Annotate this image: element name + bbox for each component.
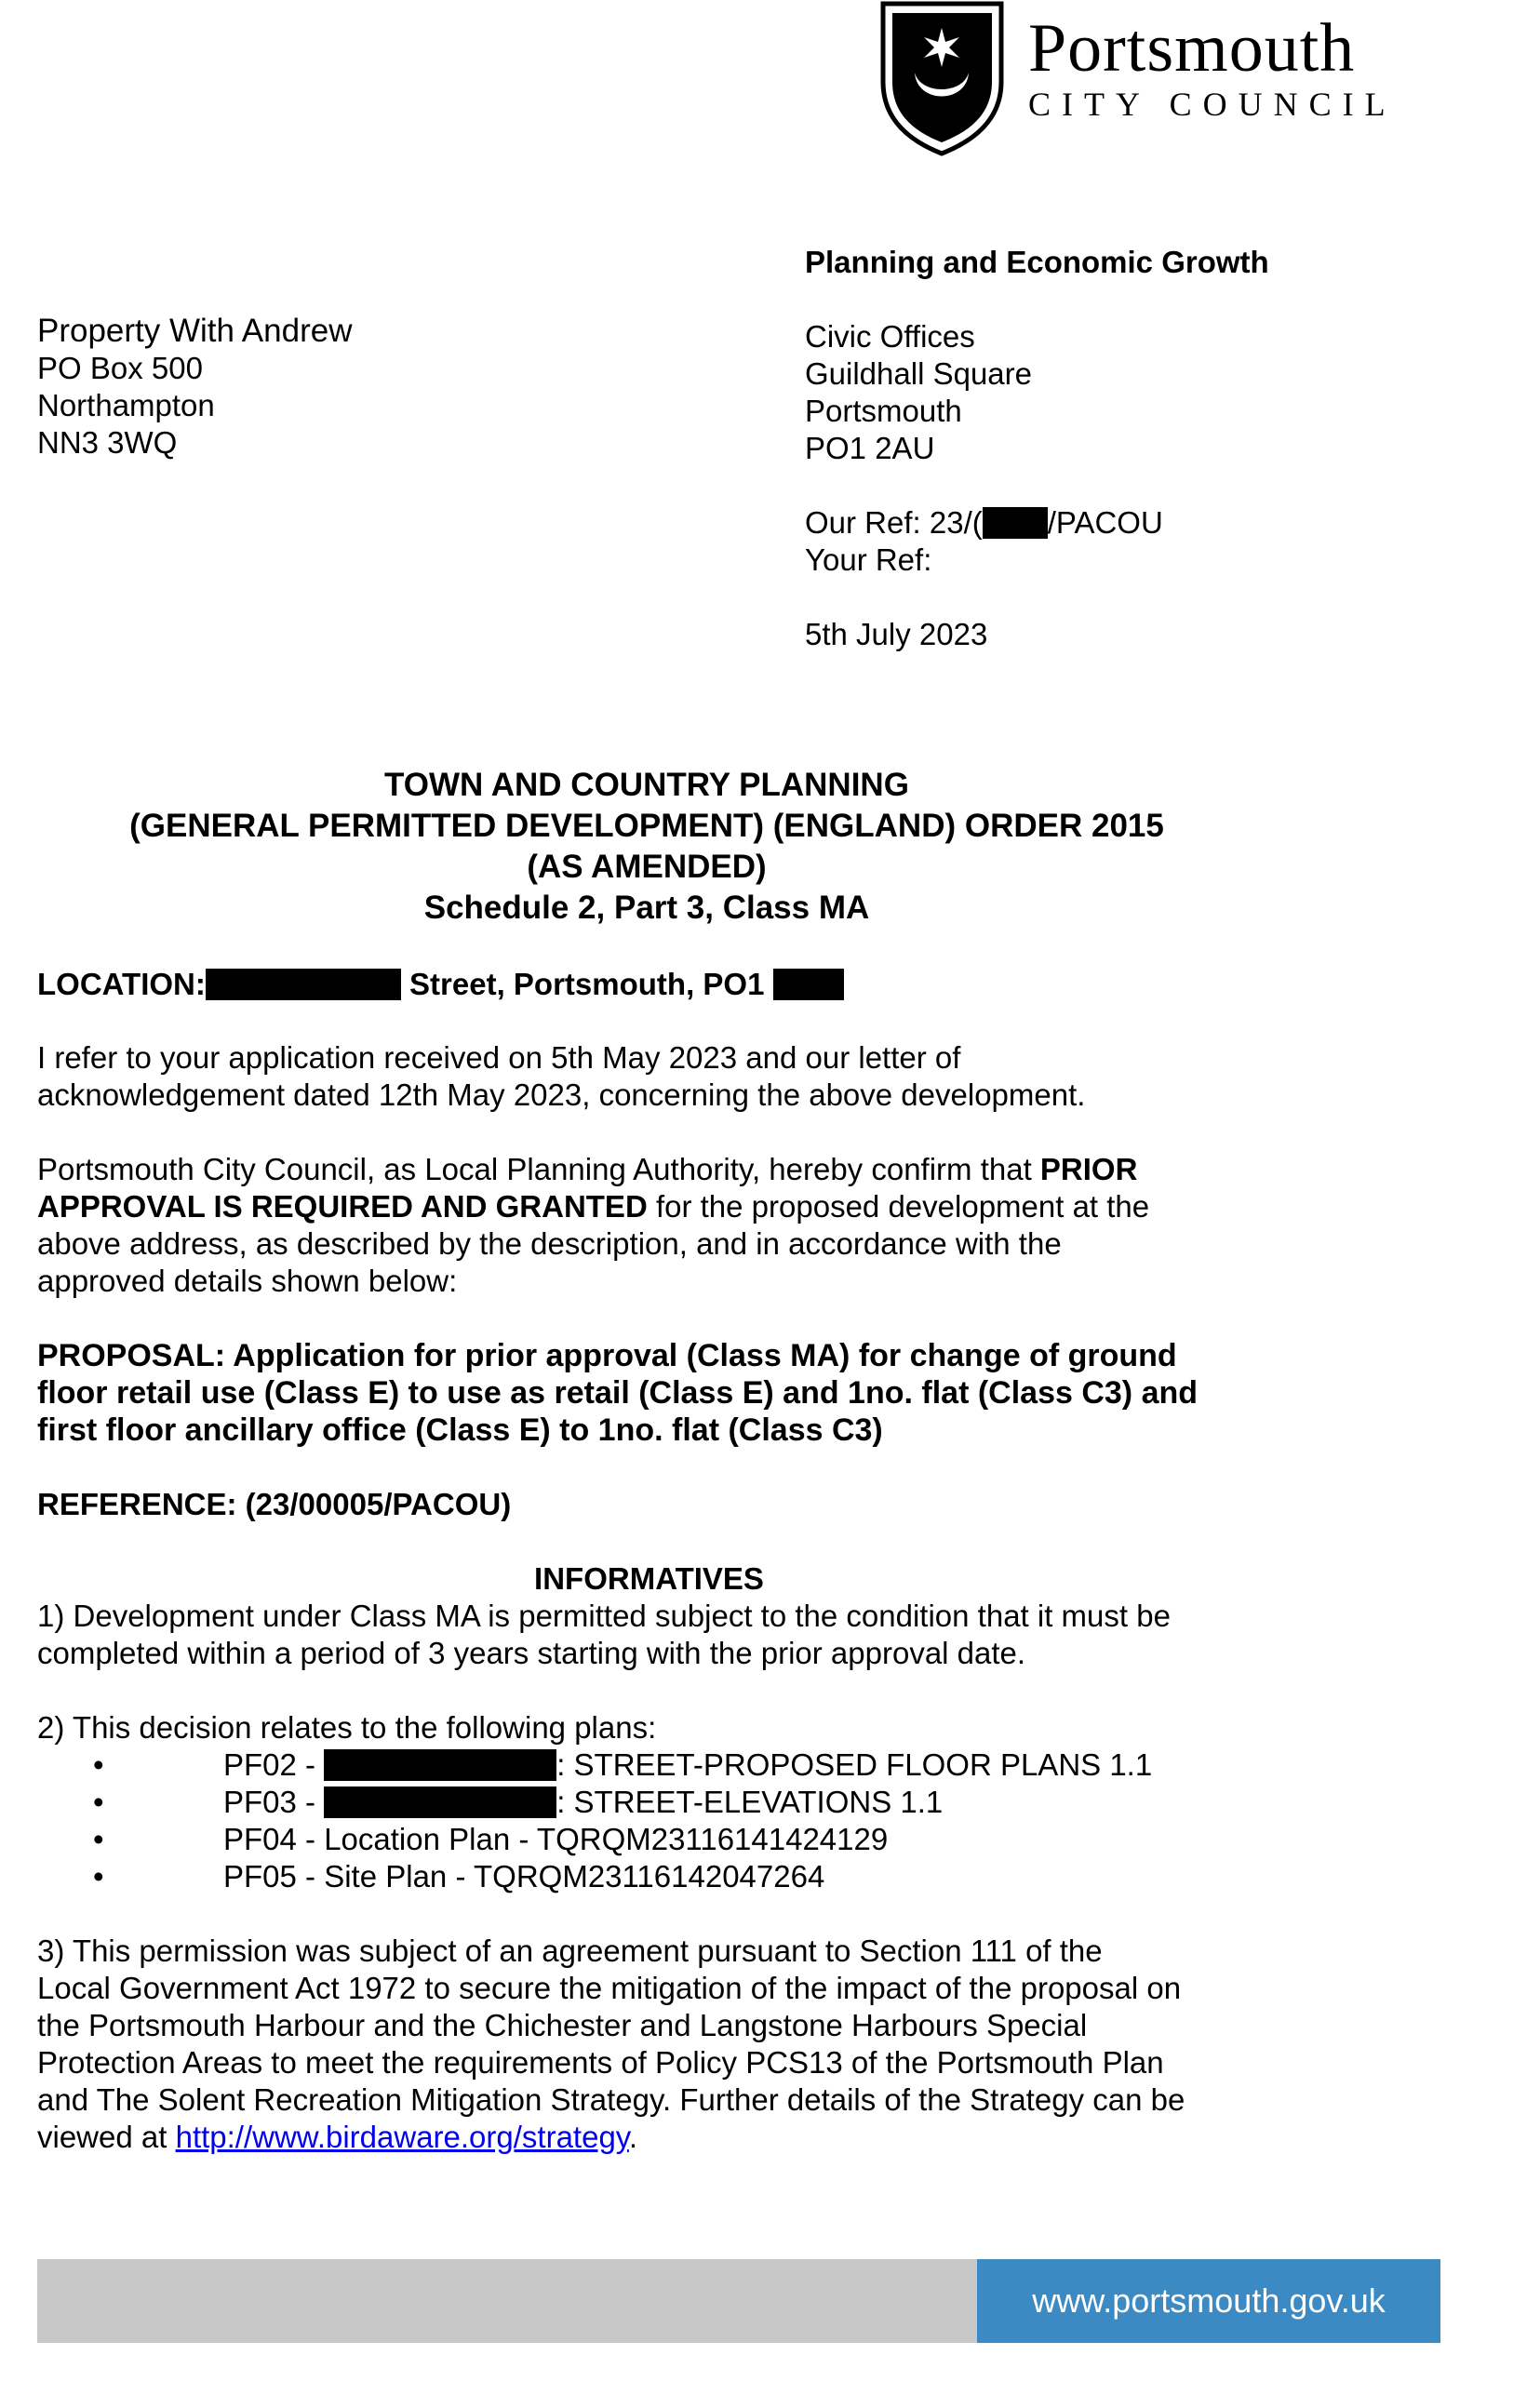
department-name: Planning and Economic Growth (805, 245, 1269, 279)
legislation-heading (0, 765, 1293, 929)
paragraph-line: above address, as described by the description, and in accordance with the (37, 1226, 1062, 1261)
plan-text: PF05 - Site Plan - TQRQM23116142047264 (223, 1859, 825, 1894)
location-line (37, 966, 844, 1003)
plan-suffix: : STREET-ELEVATIONS 1.1 (556, 1785, 944, 1819)
heading-line: Schedule 2, Part 3, Class MA (423, 890, 870, 926)
informative-line: 3) This permission was subject of an agreement pursuant to Section 111 of the (37, 1934, 1103, 1968)
paragraph-bold-text: PRIOR (1039, 1152, 1138, 1186)
logo-name: Portsmouth (1028, 10, 1356, 87)
addressee-line: Northampton (37, 388, 215, 422)
informative-line: completed within a period of 3 years starting with the prior approval date. (37, 1636, 1026, 1670)
informative-line: Protection Areas to meet the requirements of Policy PCS13 of the Portsmouth Plan (37, 2045, 1164, 2080)
sender-address-block (805, 318, 1032, 467)
redaction-box (324, 1786, 556, 1818)
informative-3 (37, 1933, 1185, 2156)
paragraph-text: Portsmouth City Council, as Local Planning Authority, hereby confirm that (37, 1152, 1040, 1186)
list-item (37, 1784, 1340, 1821)
addressee-line: NN3 3WQ (37, 425, 178, 460)
informative-line: and The Solent Recreation Mitigation Strategy. Further details of the Strategy can be (37, 2082, 1185, 2117)
paragraph-bold-text: APPROVAL IS REQUIRED AND GRANTED (37, 1189, 648, 1224)
addressee-line: PO Box 500 (37, 351, 203, 385)
paragraph-line: I refer to your application received on 5th May 2023 and our letter of (37, 1040, 961, 1075)
addressee-line: Property With Andrew (37, 313, 353, 349)
your-ref: Your Ref: (805, 542, 932, 577)
addressee-block (37, 313, 352, 462)
sender-address-line: Guildhall Square (805, 356, 1032, 391)
redaction-box (324, 1749, 556, 1781)
informative-text: . (628, 2120, 638, 2154)
list-item (37, 1858, 1340, 1895)
proposal-line: PROPOSAL: Application for prior approval (Class MA) for change of ground (37, 1338, 1177, 1373)
paragraph-line (37, 1188, 1149, 1225)
footer-website: www.portsmouth.gov.uk (977, 2259, 1440, 2343)
plan-text: PF04 - Location Plan - TQRQM23116141424129 (223, 1822, 889, 1856)
proposal-block (37, 1337, 1198, 1449)
logo-subtitle: CITY COUNCIL (1028, 86, 1397, 123)
bullet: • (93, 1822, 104, 1856)
reference-block (805, 504, 1163, 579)
bullet: • (93, 1747, 104, 1782)
informative-2: 2) This decision relates to the following plans: (37, 1710, 657, 1745)
shield-crest-icon (879, 0, 1005, 156)
paragraph-line (37, 1151, 1149, 1188)
sender-address-line: Portsmouth (805, 394, 962, 428)
our-ref-prefix: Our Ref: 23/( (805, 505, 983, 540)
informative-line: 1) Development under Class MA is permitted subject to the condition that it must be (37, 1599, 1171, 1633)
heading-line: (AS AMENDED) (527, 849, 767, 885)
intro-paragraph (37, 1039, 1085, 1114)
footer-bar (37, 2259, 1440, 2343)
list-item (37, 1821, 1340, 1858)
proposal-line: floor retail use (Class E) to use as retail (Class E) and 1no. flat (Class C3) and (37, 1375, 1199, 1411)
sender-address-line: Civic Offices (805, 319, 975, 354)
informative-line: Local Government Act 1972 to secure the mitigation of the impact of the proposal on (37, 1971, 1182, 2005)
plan-text (223, 1784, 943, 1821)
heading-line: TOWN AND COUNTRY PLANNING (384, 767, 909, 803)
informatives-title: INFORMATIVES (534, 1561, 764, 1596)
bullet: • (93, 1859, 104, 1894)
heading-line: (GENERAL PERMITTED DEVELOPMENT) (ENGLAND) ORDER 2015 (129, 808, 1164, 844)
redaction-box (983, 507, 1048, 539)
application-reference: REFERENCE: (23/00005/PACOU) (37, 1487, 512, 1521)
letter-date: 5th July 2023 (805, 617, 988, 651)
paragraph-text: for the proposed development at the (647, 1189, 1150, 1224)
plan-prefix: PF03 - (223, 1785, 325, 1819)
redaction-box (773, 969, 844, 1000)
council-logo (879, 0, 1428, 158)
our-ref (805, 504, 1163, 542)
plan-suffix: : STREET-PROPOSED FLOOR PLANS 1.1 (556, 1747, 1153, 1782)
informative-line (37, 2119, 1185, 2156)
approval-paragraph (37, 1151, 1149, 1300)
informative-line: the Portsmouth Harbour and the Chichester and Langstone Harbours Special (37, 2008, 1088, 2042)
list-item (37, 1746, 1340, 1784)
sender-address-line: PO1 2AU (805, 431, 935, 465)
bullet: • (93, 1785, 104, 1819)
plan-prefix: PF02 - (223, 1747, 325, 1782)
plan-text (223, 1746, 1152, 1784)
location-text: Street, Portsmouth, PO1 (409, 967, 765, 1001)
strategy-link[interactable]: http://www.birdaware.org/strategy (175, 2120, 629, 2154)
informative-text: viewed at (37, 2120, 176, 2154)
location-label: LOCATION: (37, 967, 206, 1001)
proposal-line: first floor ancillary office (Class E) to 1no. flat (Class C3) (37, 1412, 883, 1448)
informative-1 (37, 1598, 1171, 1672)
our-ref-suffix: /PACOU (1047, 505, 1163, 540)
plans-list (37, 1746, 1340, 1895)
paragraph-line: approved details shown below: (37, 1264, 458, 1298)
redaction-box (206, 969, 401, 1000)
paragraph-line: acknowledgement dated 12th May 2023, concerning the above development. (37, 1077, 1086, 1112)
